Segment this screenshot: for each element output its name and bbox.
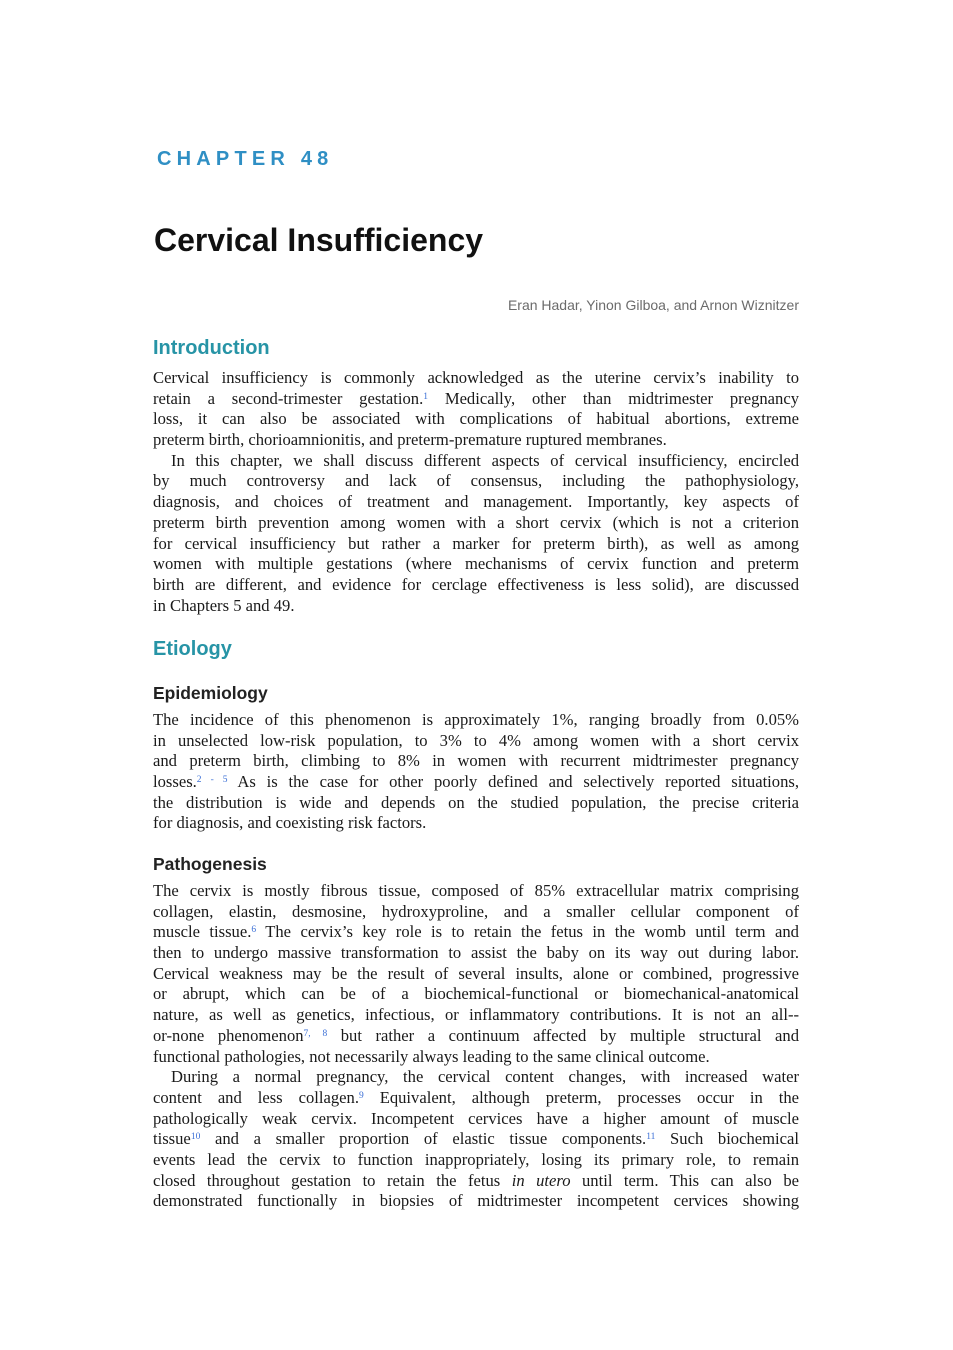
paragraph-line: by much controversy and lack of consensus, including the pathophysiology, [153,471,799,491]
epidemiology-body [153,710,799,834]
paragraph-line: then to undergo massive transformation to assist the baby on its way out during labor. [153,943,799,963]
paragraph-line: losses.$^{2 - 5}$ As is the case for other poorly defined and selectively reported situations, [153,772,799,792]
paragraph-line: collagen, elastin, desmosine, hydroxyproline, and a smaller cellular component of [153,901,799,921]
paragraph-line: In this chapter, we shall discuss different aspects of cervical insufficiency, encircled [171,450,799,470]
citation-ref[interactable]: 10 [190,1132,201,1143]
chapter-label: CHAPTER 48 [157,148,334,170]
citation-ref[interactable]: 11 [646,1132,656,1143]
citation-ref[interactable]: 7, 8 [303,1028,328,1039]
citation-ref[interactable]: 6 [251,925,257,936]
citation-ref[interactable]: 2 - 5 [196,775,228,786]
paragraph-line: functional pathologies, not necessarily always leading to the same clinical outcome. [153,1046,710,1066]
paragraph-line: muscle tissue.$^6$ The cervix’s key role is to retain the fetus in the womb until term and [153,922,799,942]
paragraph-line: and preterm birth, climbing to 8% in women with recurrent midtrimester pregnancy [153,751,799,771]
paragraph-line: preterm birth prevention among women with a short cervix (which is not a criterion [153,512,799,532]
paragraph-line: The cervix is mostly fibrous tissue, composed of 85% extracellular matrix comprising [153,881,799,900]
paragraph-line: preterm birth, chorioamnionitis, and preterm-premature ruptured membranes. [153,430,667,450]
paragraph-line: loss, it can also be associated with complications of habitual abortions, extreme [153,409,799,429]
section-heading-introduction: Introduction [153,337,270,359]
paragraph-line: diagnosis, and choices of treatment and management. Importantly, key aspects of [153,492,799,512]
paragraph-line: Cervical insufficiency is commonly acknowledged as the uterine cervix’s inability to [153,368,799,387]
paragraph-line: women with multiple gestations (where mechanisms of cervix function and preterm [153,554,799,574]
paragraph-line: in Chapters 5 and 49. [153,595,295,615]
paragraph-line: or abrupt, which can be of a biochemical-functional or biomechanical-anatomical [153,984,799,1004]
paragraph-line: in unselected low-risk population, to 3% to 4% among women with a short cervix [153,730,799,750]
paragraph-line: closed throughout gestation to retain the fetus in utero until term. This can also be [153,1170,800,1190]
citation-ref[interactable]: 1 [423,391,428,402]
paragraph-line: tissue$^{10}$ and a smaller proportion of elastic tissue components.$^{11}$ Such biochemical [153,1129,799,1149]
paragraph-line: retain a second-trimester gestation.$^1$ Medically, other than midtrimester pregnancy [153,388,799,408]
paragraph-line: the distribution is wide and depends on the studied population, the precise criteria [153,792,799,812]
subsection-heading-epidemiology: Epidemiology [153,683,268,703]
pathogenesis-body [153,881,799,1212]
paragraph-line: for cervical insufficiency but rather a marker for preterm birth), as well as among [153,533,799,553]
chapter-title: Cervical Insufficiency [154,222,484,258]
subsection-heading-pathogenesis: Pathogenesis [153,854,267,874]
paragraph-line: pathologically weak cervix. Incompetent cervices have a higher amount of muscle [153,1108,799,1128]
introduction-body [153,368,799,616]
section-heading-etiology: Etiology [153,638,232,660]
paragraph-line: nature, as well as genetics, infectious, or inflammatory contributions. It is not an all-- [153,1005,799,1025]
paragraph-line: for diagnosis, and coexisting risk factors. [153,813,427,833]
paragraph-line: content and less collagen.$^9$ Equivalent, although preterm, processes occur in the [153,1087,799,1107]
citation-ref[interactable]: 9 [358,1090,364,1101]
paragraph-line: The incidence of this phenomenon is approximately 1%, ranging broadly from 0.05% [153,710,799,729]
paragraph-line: During a normal pregnancy, the cervical content changes, with increased water [171,1067,799,1087]
paragraph-line: Cervical weakness may be the result of several insults, alone or combined, progressive [153,963,799,983]
paragraph-line: events lead the cervix to function inappropriately, losing its primary role, to remain [153,1149,799,1169]
paragraph-line: or-none phenomenon$^{7, 8}$ but rather a continuum affected by multiple structural and [153,1025,799,1045]
paragraph-line: birth are different, and evidence for cerclage effectiveness is less solid), are discussed [153,574,799,594]
paragraph-line: demonstrated functionally in biopsies of midtrimester incompetent cervices showing [153,1191,799,1211]
authors-line: Eran Hadar, Yinon Gilboa, and Arnon Wiznitzer [507,297,799,313]
italic-term: in utero [511,1170,571,1190]
